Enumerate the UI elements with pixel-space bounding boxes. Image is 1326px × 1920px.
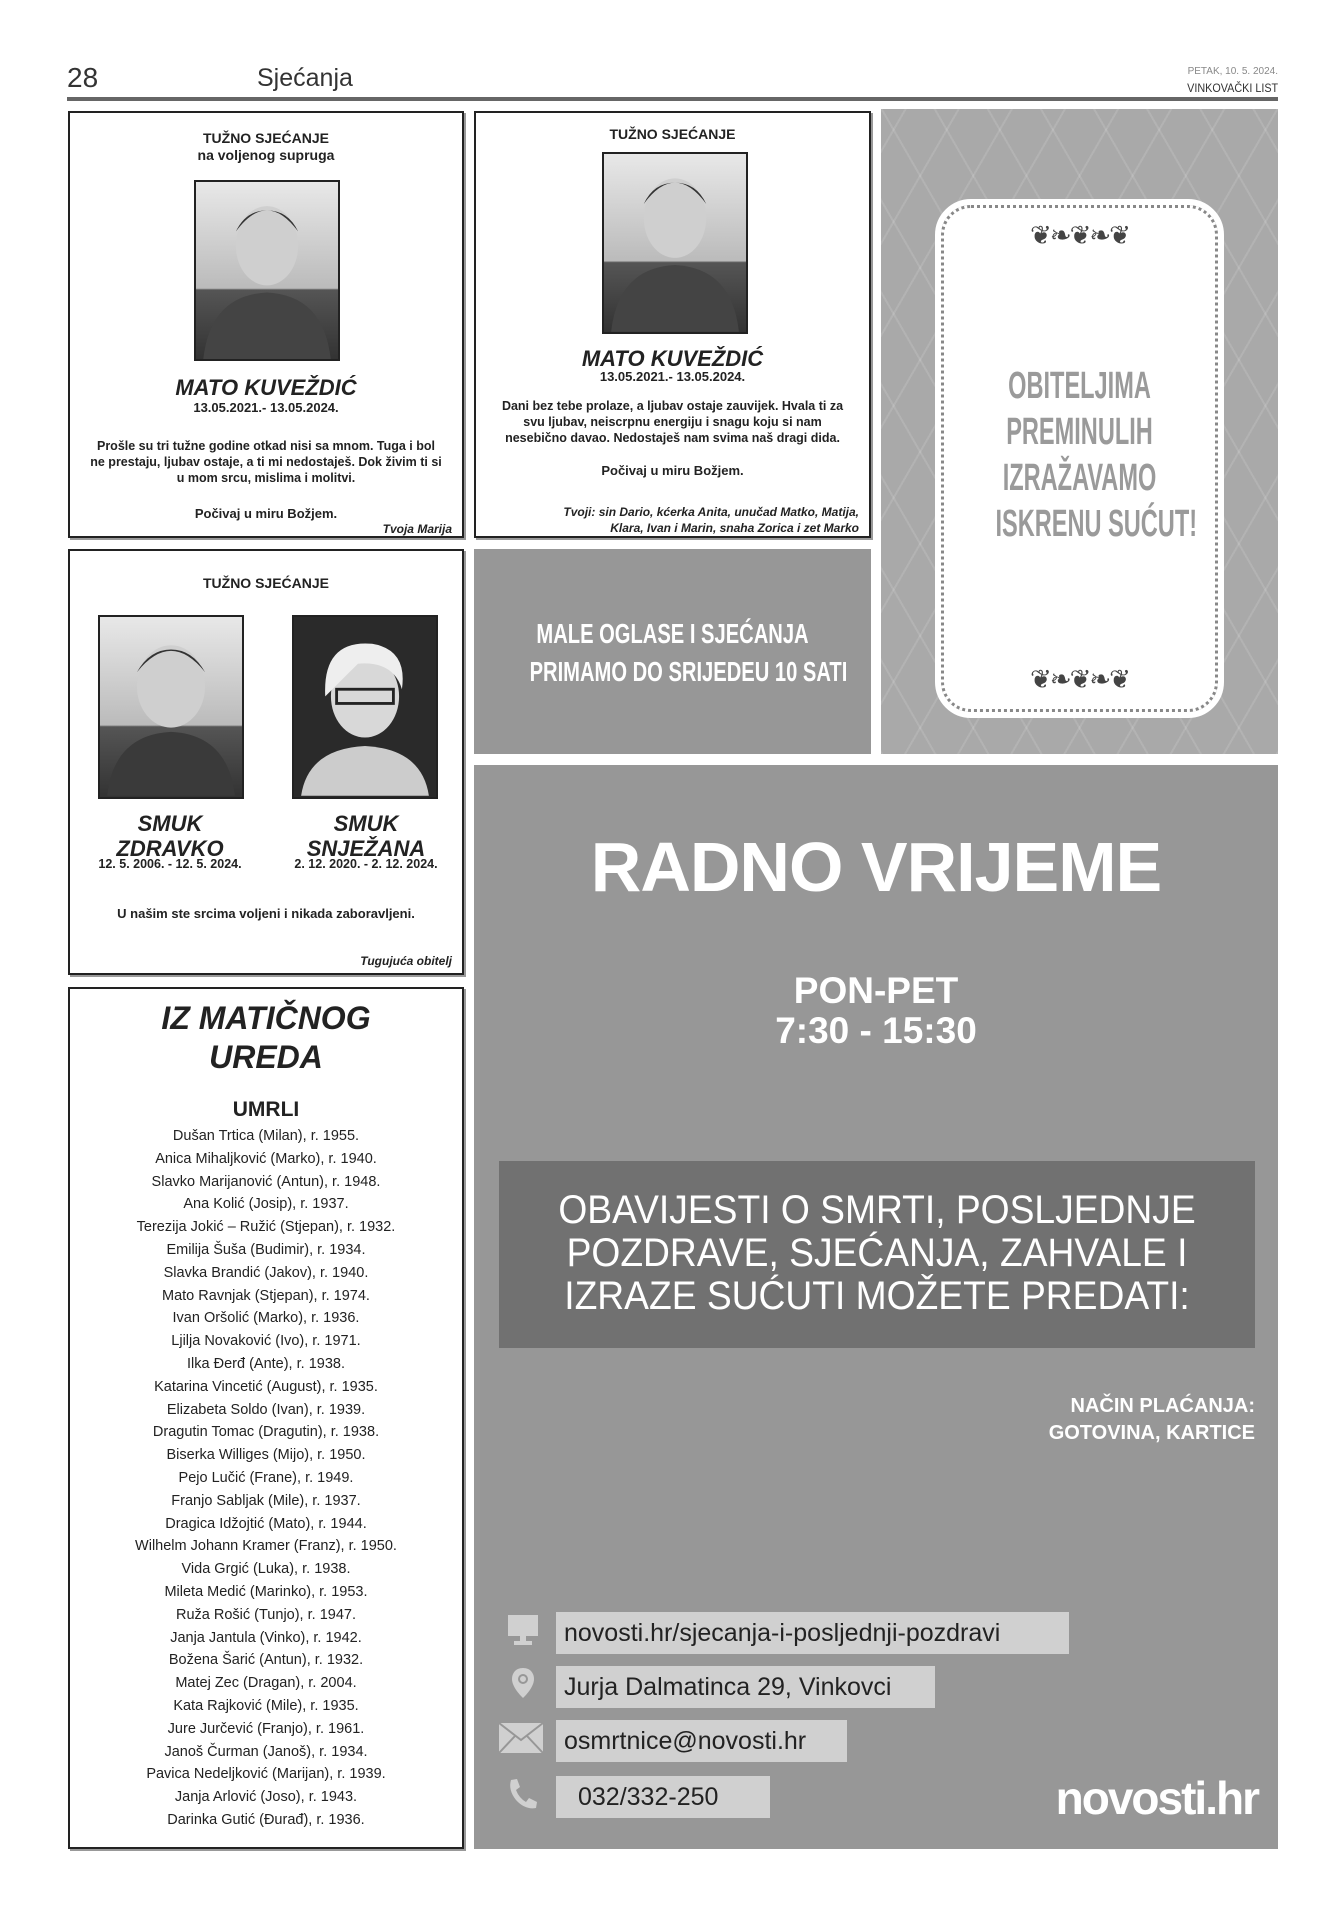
office-hours-title: RADNO VRIJEME [590, 828, 1162, 906]
deceased-dates: 13.05.2021.- 13.05.2024. [599, 369, 746, 384]
portrait-photo [98, 615, 244, 799]
deceased-entry: Kata Rajković (Mile), r. 1935. [173, 1697, 359, 1714]
deceased-dates: 13.05.2021.- 13.05.2024. [193, 400, 339, 415]
payment-methods: GOTOVINA, KARTICE [1048, 1422, 1255, 1444]
first-name: ZDRAVKO [116, 836, 224, 861]
notice-text: U našim ste srcima voljeni i nikada zaboravljeni. [117, 906, 415, 921]
novosti-logo: novosti.hr [1055, 1772, 1258, 1824]
deceased-entry: Jure Jurčević (Franjo), r. 1961. [167, 1720, 365, 1737]
deceased-entry: Vida Grgić (Luka), r. 1938. [181, 1561, 351, 1578]
closing-line: Počivaj u miru Božjem. [601, 463, 744, 478]
page-number: 28 [67, 62, 99, 93]
notice-text: Dani bez tebe prolaze, a ljubav ostaje zauvijek. Hvala ti za svu ljubav, neiscrpnu energiju i snagu koju si nam nesebično davao. Nedostaješ nam svima naš dragi dida. [501, 399, 844, 445]
deceased-entry: Elizabeta Soldo (Ivan), r. 1939. [166, 1401, 366, 1418]
email-link[interactable]: osmrtnice@novosti.hr [556, 1720, 847, 1762]
notice-title: TUŽNO SJEĆANJE [202, 130, 330, 146]
deceased-entry: Božena Šarić (Antun), r. 1932. [168, 1652, 364, 1669]
condolence-line: ISKRENU SUĆUT! [995, 503, 1198, 545]
deceased-entry: Dragica Idžojtić (Mato), r. 1944. [165, 1515, 367, 1532]
condolence-text [944, 363, 1215, 547]
office-days: PON-PET [793, 970, 959, 1011]
deceased-entry: Slavko Marijanović (Antun), r. 1948. [151, 1173, 381, 1190]
portrait-photo [194, 180, 340, 361]
phone-icon [505, 1776, 541, 1812]
envelope-icon [498, 1720, 544, 1756]
surname: SMUK [137, 811, 203, 836]
deceased-entry: Katarina Vincetić (August), r. 1935. [154, 1378, 378, 1395]
deceased-entry: Janja Arlović (Joso), r. 1943. [174, 1789, 358, 1806]
signature-line-1: Tvoji: sin Dario, kćerka Anita, unučad Matko, Matija, [563, 505, 859, 519]
signature: Tvoja Marija [382, 522, 452, 536]
deceased-entry: Anica Mihaljković (Marko), r. 1940. [155, 1150, 377, 1167]
deceased-entry: Janoš Čurman (Janoš), r. 1934. [164, 1743, 368, 1760]
ornamental-frame [941, 205, 1218, 712]
closing-line: Počivaj u miru Božjem. [194, 506, 338, 521]
notice-text: Prošle su tri tužne godine otkad nisi sa mnom. Tuga i bol ne prestaju, ljubav ostaje, a ti mi nedostaješ. Dok živim ti si u mom srcu, mislima i molitvi. [90, 439, 442, 485]
deceased-entry: Wilhelm Johann Kramer (Franz), r. 1950. [135, 1538, 397, 1555]
condolence-line: PREMINULIH [1006, 411, 1153, 453]
notice-title: TUŽNO SJEĆANJE [202, 575, 330, 591]
office-hours: 7:30 - 15:30 [775, 1010, 977, 1051]
title-line: UREDA [209, 1039, 323, 1075]
deceased-entry: Mato Ravnjak (Stjepan), r. 1974. [162, 1287, 370, 1304]
submission-notice [525, 1189, 1228, 1318]
address-text: Jurja Dalmatinca 29, Vinkovci [556, 1666, 935, 1708]
deceased-dates: 12. 5. 2006. - 12. 5. 2024. [98, 857, 242, 871]
section-title: Sjećanja [257, 64, 353, 92]
deceased-entry: Terezija Jokić – Ružić (Stjepan), r. 1932. [136, 1219, 396, 1236]
notice-line: POZDRAVE, SJEĆANJA, ZAHVALE I [566, 1231, 1188, 1275]
ads-deadline-panel [474, 549, 871, 754]
header-rule [67, 97, 1278, 101]
deceased-entry: Dušan Trtica (Milan), r. 1955. [172, 1128, 360, 1144]
deceased-list [70, 1125, 462, 1832]
issue-date: PETAK, 10. 5. 2024. [1187, 66, 1278, 77]
signature: Tugujuća obitelj [360, 954, 452, 968]
deceased-entry: Ruža Rošić (Tunjo), r. 1947. [176, 1606, 356, 1623]
payment-label: NAČIN PLAĆANJA: [1070, 1395, 1255, 1417]
deceased-name: MATO KUVEŽDIĆ [175, 375, 357, 400]
first-name: SNJEŽANA [306, 836, 426, 861]
deceased-entry: Ilka Đerđ (Ante), r. 1938. [187, 1355, 345, 1372]
deceased-entry: Mileta Medić (Marinko), r. 1953. [164, 1583, 368, 1600]
deceased-entry: Janja Jantula (Vinko), r. 1942. [170, 1629, 362, 1646]
deceased-entry: Emilija Šuša (Budimir), r. 1934. [166, 1241, 366, 1258]
deceased-name [70, 811, 270, 861]
payment-info [1049, 1393, 1255, 1447]
deceased-entry: Darinka Gutić (Đurađ), r. 1936. [167, 1811, 365, 1828]
deceased-entry: Ivan Oršolić (Marko), r. 1936. [172, 1310, 360, 1327]
title-line: IZ MATIČNOG [161, 1000, 371, 1036]
portrait-photo [292, 615, 438, 799]
condolence-line: IZRAŽAVAMO [1002, 457, 1157, 499]
location-pin-icon [505, 1666, 541, 1702]
submission-notice-box [499, 1161, 1255, 1348]
deceased-entry: Slavka Brandić (Jakov), r. 1940. [163, 1264, 369, 1281]
ads-line-2: PRIMAMO DO SRIJEDEU 10 SATI [529, 656, 848, 687]
phone-number: 032/332-250 [556, 1776, 770, 1818]
deceased-name [266, 811, 466, 861]
registry-subtitle: UMRLI [232, 1098, 300, 1121]
deceased-name: MATO KUVEŽDIĆ [581, 346, 764, 371]
condolence-line: OBITELJIMA [1008, 365, 1151, 407]
notice-line: OBAVIJESTI O SMRTI, POSLJEDNJE [558, 1188, 1196, 1232]
laurel-ornament-icon: ❦❧❦❧❦ [1030, 664, 1129, 694]
deceased-entry: Franjo Sabljak (Mile), r. 1937. [171, 1492, 361, 1509]
deceased-entry: Ana Kolić (Josip), r. 1937. [183, 1196, 349, 1213]
signature-line-2: Klara, Ivan i Marin, snaha Zorica i zet Marko [610, 521, 859, 535]
registry-deaths-box [68, 987, 464, 1849]
notice-line: IZRAZE SUĆUTI MOŽETE PREDATI: [564, 1274, 1190, 1318]
condolence-panel [881, 109, 1278, 754]
deceased-entry: Ljilja Novaković (Ivo), r. 1971. [171, 1333, 361, 1350]
deceased-entry: Dragutin Tomac (Dragutin), r. 1938. [152, 1424, 380, 1441]
computer-icon [505, 1612, 541, 1648]
registry-title [70, 999, 462, 1077]
memorial-notice-2 [474, 111, 871, 538]
memorial-notice-3 [68, 549, 464, 975]
website-link[interactable]: novosti.hr/sjecanja-i-posljednji-pozdravi [556, 1612, 1069, 1654]
deceased-entry: Matej Zec (Dragan), r. 2004. [175, 1675, 357, 1692]
deceased-dates: 2. 12. 2020. - 2. 12. 2024. [294, 857, 438, 871]
memorial-notice-1 [68, 111, 464, 538]
deceased-entry: Pejo Lučić (Frane), r. 1949. [178, 1469, 354, 1486]
laurel-ornament-icon: ❦❧❦❧❦ [1030, 220, 1129, 250]
portrait-photo [602, 152, 748, 334]
notice-title: TUŽNO SJEĆANJE [609, 126, 736, 142]
deceased-entry: Biserka Williges (Mijo), r. 1950. [166, 1447, 366, 1464]
ads-line-1: MALE OGLASE I SJEĆANJA [536, 618, 809, 649]
deceased-entry: Pavica Nedeljković (Marijan), r. 1939. [146, 1766, 386, 1783]
notice-subtitle: na voljenog supruga [197, 147, 335, 163]
surname: SMUK [333, 811, 399, 836]
newspaper-name: VINKOVAČKI LIST [1186, 81, 1278, 95]
